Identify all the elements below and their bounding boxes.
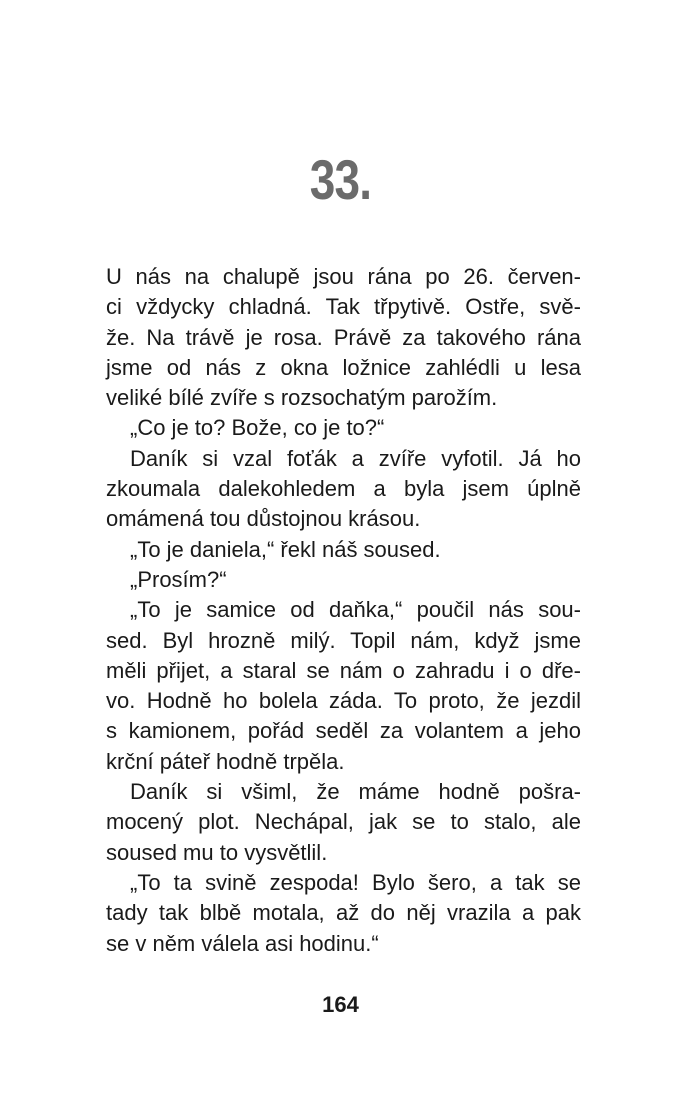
text-line: se v něm válela asi hodinu.“: [106, 930, 379, 956]
text-line: mocený plot. Nechápal, jak se to stalo, ale: [106, 809, 581, 835]
text-line: „To ta svině zespoda! Bylo šero, a tak se: [130, 869, 581, 895]
text-line: tady tak blbě motala, až do něj vrazila a pak: [106, 900, 581, 926]
text-line: „Prosím?“: [130, 566, 227, 592]
chapter-number: 33.: [309, 148, 372, 211]
text-line: krční páteř hodně trpěla.: [106, 748, 345, 774]
text-line: sed. Byl hrozně milý. Topil nám, když jsme: [106, 627, 581, 653]
text-line: s kamionem, pořád seděl za volantem a jeho: [106, 718, 581, 744]
text-line: U nás na chalupě jsou rána po 26. červen-: [106, 264, 581, 289]
body-text: [106, 262, 581, 959]
text-line: že. Na trávě je rosa. Právě za takového rána: [106, 324, 581, 350]
text-line: „To je daniela,“ řekl náš soused.: [130, 536, 441, 562]
page-number: 164: [322, 992, 359, 1017]
text-line: „Co je to? Bože, co je to?“: [130, 415, 385, 441]
text-line: soused mu to vysvětlil.: [106, 839, 328, 865]
text-line: „To je samice od daňka,“ poučil nás sou-: [130, 597, 581, 623]
text-line: zkoumala dalekohledem a byla jsem úplně: [106, 476, 581, 502]
text-line: Daník si vzal foťák a zvíře vyfotil. Já ho: [130, 445, 581, 471]
text-line: měli přijet, a staral se nám o zahradu i o dře-: [106, 657, 581, 683]
text-line: vo. Hodně ho bolela záda. To proto, že jezdil: [106, 688, 581, 714]
text-line: jsme od nás z okna ložnice zahlédli u lesa: [106, 354, 581, 380]
text-line: omámená tou důstojnou krásou.: [106, 506, 421, 532]
text-line: Daník si všiml, že máme hodně pošra-: [130, 779, 581, 805]
text-line: veliké bílé zvíře s rozsochatým parožím.: [106, 385, 498, 411]
text-line: ci vždycky chladná. Tak třpytivě. Ostře, svě-: [106, 294, 581, 320]
